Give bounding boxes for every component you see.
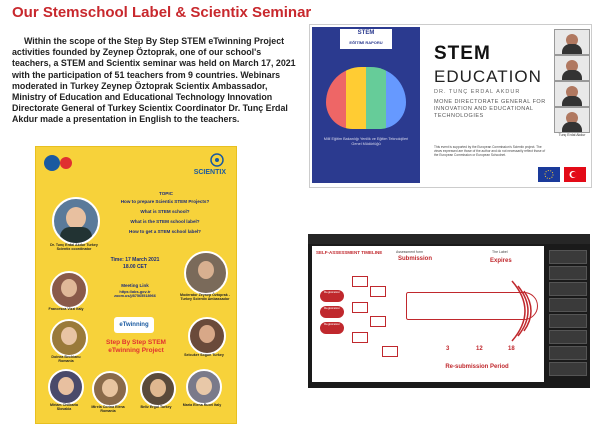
self-assessment-title: SELF-ASSESSMENT TIMELINE — [316, 250, 383, 255]
cover-title: STEM — [357, 30, 375, 36]
slide-author: DR. TUNÇ ERDAL AKDUR — [434, 89, 521, 95]
project-title-2: eTwinning Project — [108, 347, 164, 354]
topic-item: What is the STEM school label? — [130, 219, 200, 224]
event-time: 18.00 CET — [123, 264, 147, 270]
participant-photo — [92, 371, 128, 407]
meeting-title: Meeting Link — [121, 283, 149, 288]
cover-subtitle: EĞİTİMİ RAPORU — [349, 40, 383, 45]
slide-disclaimer: This event is supported by the European Commission’s Scientix project. The views expressed are those of the author and do not necessarily reflect those of the European Commission or European Schoolnet. — [434, 145, 546, 158]
timeline-pill: Registration — [320, 322, 344, 334]
submission-label: Assessment form — [396, 250, 424, 254]
page-title: Our Stemschool Label & Scientix Seminar — [12, 4, 312, 21]
zoom-meeting — [308, 234, 590, 388]
participant-photo — [50, 319, 88, 357]
brain-illustration — [326, 67, 406, 129]
project-title-1: Step By Step STEM — [106, 339, 166, 346]
topic-item: How to get a STEM school label? — [129, 229, 201, 234]
timeline-number: 18 — [508, 346, 515, 352]
expires-heading: Expires — [490, 258, 512, 264]
timeline-number: 3 — [446, 346, 450, 352]
participant-tile[interactable] — [549, 346, 587, 360]
participant-caption: Miriam Chilbaria Slovakia — [50, 403, 78, 411]
cover-band — [340, 29, 392, 49]
participant-caption: Mirela Corina Elena Romania — [91, 405, 125, 413]
timeline-box — [382, 346, 398, 357]
turkey-flag-icon — [564, 167, 586, 182]
timeline-pill: Registration — [320, 290, 344, 302]
slide-directorate: MONE DIRECTORATE GENERAL FOR INNOVATION AND EDUCATIONAL TECHNOLOGIES — [434, 99, 546, 119]
scientix-logo-icon — [208, 153, 226, 167]
participant-photo — [140, 371, 176, 407]
etwinning-logo: eTwinning — [114, 317, 154, 333]
video-tile[interactable] — [554, 29, 590, 55]
participant-tile[interactable] — [549, 250, 587, 264]
participant-tile[interactable] — [549, 330, 587, 344]
timeline-box — [370, 286, 386, 297]
video-tile[interactable] — [554, 55, 590, 81]
moderator-photo — [184, 251, 228, 295]
stem-education-slide — [309, 24, 592, 188]
topic-title: TOPIC — [159, 191, 173, 196]
school-logo-icon — [42, 153, 78, 173]
moderator-caption: Moderator Zeynep Öztoprak - Turkey Scientix Ambassador — [180, 293, 230, 301]
topic-item: How to prepare Scientix STEM Projects? — [120, 199, 210, 204]
participant-caption: Selcuker Sogun Turkey — [184, 353, 224, 357]
speaker-caption: Dr. Tunç Erdal Akdur Turkey Scientix coordinator — [50, 243, 98, 251]
cover-text: Millî Eğitim Bakanlığı Yenilik ve Eğitim Teknolojileri Genel Müdürlüğü — [323, 137, 409, 146]
participant-caption: Beliz Ergul Turkey — [140, 405, 172, 409]
participant-tile[interactable] — [549, 298, 587, 312]
eu-flag-icon — [538, 167, 560, 182]
zoom-topbar — [308, 234, 590, 244]
intro-paragraph: Within the scope of the Step By Step STEM eTwinning Project activities founded by Zeynep Öztoprak, one of our school's teachers, a STEM and Scientix seminar was held on March 17, 2021 with the participation of 51 teachers from 9 countries. Webinars moderated in Turkey Zeynep Öztoprak Scientix Ambassador, Ministry of Education and Educational Technology Innovation Directorate General of Turkey Scientix Coordinator Dr. Tunç Erdal Akdur made a presentation in English to the teachers. — [12, 36, 296, 125]
participant-tile[interactable] — [549, 314, 587, 328]
participant-photo — [186, 369, 222, 405]
report-cover — [312, 27, 420, 183]
shared-slide — [312, 246, 544, 382]
resubmission-label: Re-submission Period — [445, 364, 509, 370]
timeline-number: 12 — [476, 346, 483, 352]
timeline-box — [370, 316, 386, 327]
slide-education: EDUCATION — [434, 67, 542, 86]
participant-tile[interactable] — [549, 362, 587, 376]
video-tile[interactable] — [554, 81, 590, 107]
participant-tile[interactable] — [549, 266, 587, 280]
tile-caption: Tunç Erdal Akdur — [558, 133, 586, 137]
participant-tile[interactable] — [549, 282, 587, 296]
participant-photo — [188, 317, 226, 355]
seminar-poster — [35, 146, 237, 424]
participant-caption: Doinea Bechianu Romania — [51, 355, 81, 363]
participant-caption: Francesca Vizzi Italy — [48, 307, 84, 311]
label-label: The Label — [492, 250, 508, 254]
participant-photo — [48, 369, 84, 405]
video-tile[interactable] — [554, 107, 590, 133]
timeline-pill: Registration — [320, 306, 344, 318]
timeline-box — [352, 332, 368, 343]
submission-heading: Submission — [398, 256, 433, 262]
scientix-logo — [170, 153, 226, 177]
scientix-logo-text: SCIENTIX — [193, 169, 226, 176]
participant-photo — [50, 271, 88, 309]
timeline-box — [352, 302, 368, 313]
participant-caption: Maria Elena Ruori Italy — [182, 403, 222, 407]
meeting-link[interactable]: https://abs-gov-tr zoom.us/j/87565518966 — [114, 290, 156, 298]
event-date: Time: 17 March 2021 — [110, 257, 160, 263]
topic-item: What is STEM school? — [140, 209, 190, 214]
timeline-box — [352, 276, 368, 287]
signal-arcs-icon — [508, 276, 542, 346]
speaker-photo — [52, 197, 100, 245]
slide-stem: STEM — [434, 43, 491, 64]
